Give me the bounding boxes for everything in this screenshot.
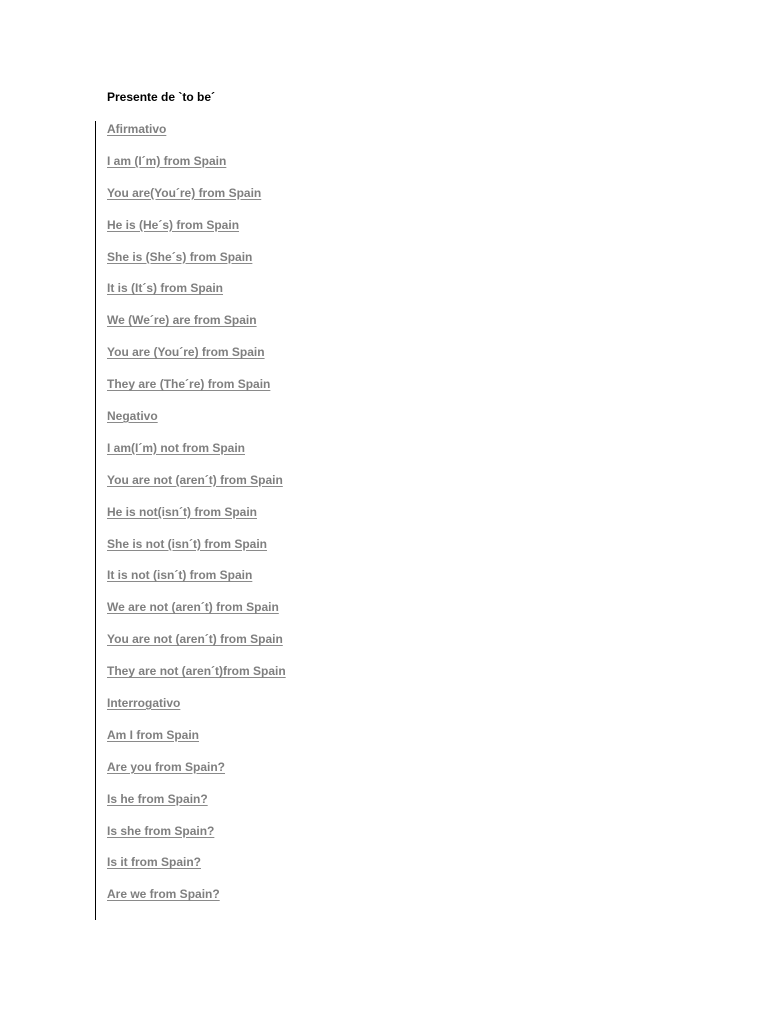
document-line: You are (You´re) from Spain [107,345,265,360]
document-line: We (We´re) are from Spain [107,313,257,328]
section-heading-interrogativo: Interrogativo [107,696,181,711]
document-line: You are not (aren´t) from Spain [107,472,283,487]
document-line: It is not (isn´t) from Spain [107,568,253,583]
document-line: Is he from Spain? [107,791,208,806]
document-line: Is it from Spain? [107,855,202,870]
page-title: Presente de `to be´ [107,90,216,104]
document-line: Are we from Spain? [107,887,220,902]
document-line: Am I from Spain [107,727,200,742]
document-line: Is she from Spain? [107,823,215,838]
document-line: Are you from Spain? [107,759,226,774]
document-line: You are(You´re) from Spain [107,185,262,200]
document-line: I am(I´m) not from Spain [107,440,245,455]
document-line: She is (She´s) from Spain [107,249,253,264]
document-line: He is (He´s) from Spain [107,217,240,232]
document-line: I am (I´m) from Spain [107,153,227,168]
revision-change-bar [95,121,96,920]
section-heading-negativo: Negativo [107,409,158,424]
document-body [107,121,286,918]
document-line: You are not (aren´t) from Spain [107,632,283,647]
document-line: It is (It´s) from Spain [107,281,224,296]
document-line: We are not (aren´t) from Spain [107,600,279,615]
document-line: They are not (aren´t)from Spain [107,664,286,679]
section-heading-afirmativo: Afirmativo [107,122,167,136]
document-line: She is not (isn´t) from Spain [107,536,268,551]
document-line: He is not(isn´t) from Spain [107,504,257,519]
document-line: They are (The´re) from Spain [107,377,271,392]
